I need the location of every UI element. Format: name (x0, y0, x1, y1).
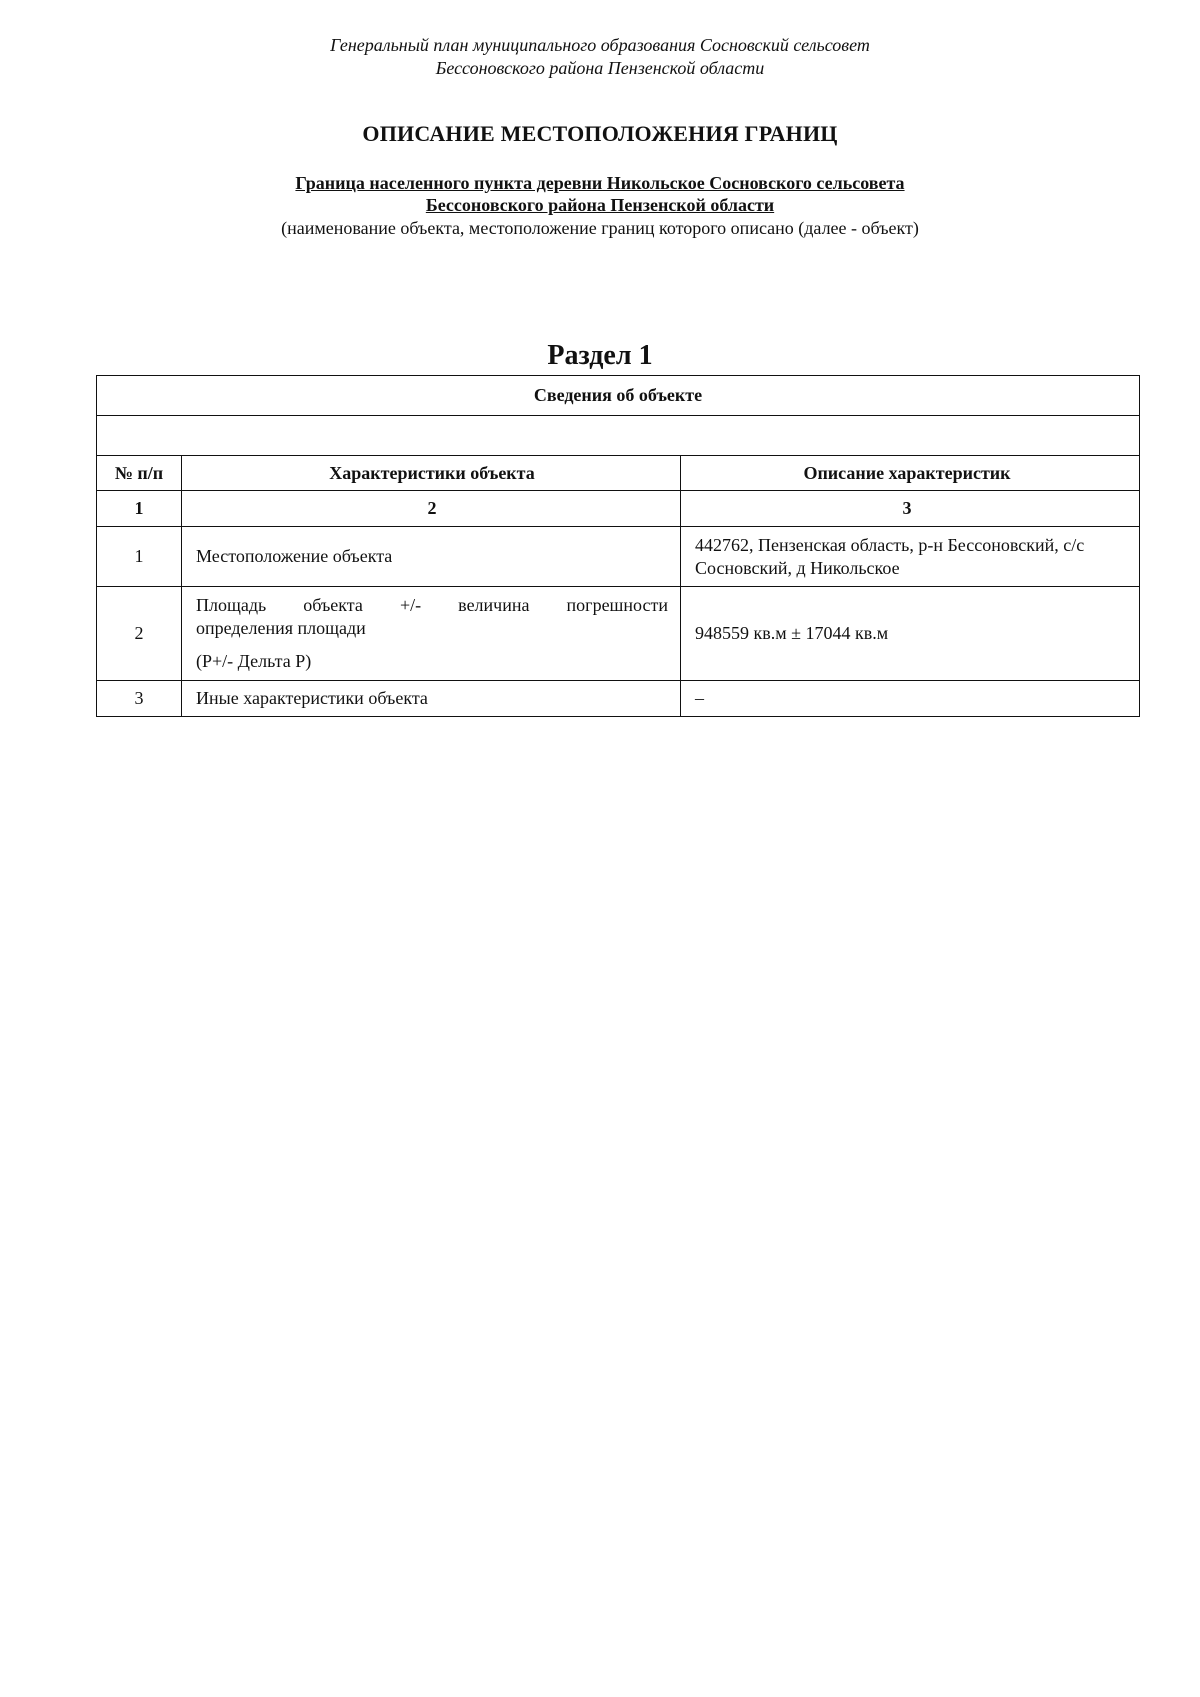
header-description: Описание характеристик (681, 456, 1140, 491)
table-caption: Сведения об объекте (97, 376, 1140, 416)
table-row (97, 681, 1140, 717)
object-name-line-1: Граница населенного пункта деревни Никольское Сосновского сельсовета (295, 173, 905, 193)
table-empty-cell (97, 416, 1140, 456)
table-empty-row (97, 416, 1140, 456)
row-description-line-1: 442762, Пензенская область, р-н Бессоновский, с/с (695, 534, 1085, 555)
column-number-2: 2 (182, 491, 681, 527)
row-characteristic-line-3: (P+/- Дельта P) (196, 651, 312, 671)
object-caption: (наименование объекта, местоположение границ которого описано (далее - объект) (281, 218, 919, 238)
section-title: Раздел 1 (547, 340, 653, 371)
table-row (97, 587, 1140, 681)
object-name (0, 172, 1200, 216)
table-caption-row (97, 376, 1140, 416)
row-characteristic: Местоположение объекта (182, 527, 681, 587)
object-name-line-2: Бессоновского района Пензенской области (425, 195, 775, 215)
row-number: 2 (97, 587, 182, 681)
row-description: – (681, 681, 1140, 717)
row-number: 1 (97, 527, 182, 587)
row-characteristic (182, 587, 681, 681)
page-header-line-1: Генеральный план муниципального образования Сосновский сельсовет (330, 35, 870, 55)
row-characteristic: Иные характеристики объекта (182, 681, 681, 717)
object-info-table (96, 375, 1140, 717)
document-title: ОПИСАНИЕ МЕСТОПОЛОЖЕНИЯ ГРАНИЦ (362, 121, 838, 146)
row-characteristic-line-2: определения площади (196, 618, 366, 638)
page-header-line-2: Бессоновского района Пензенской области (435, 58, 765, 78)
column-numbers-row (97, 491, 1140, 527)
header-number: № п/п (97, 456, 182, 491)
row-description (681, 527, 1140, 587)
row-number: 3 (97, 681, 182, 717)
table-header-row (97, 456, 1140, 491)
column-number-3: 3 (681, 491, 1140, 527)
column-number-1: 1 (97, 491, 182, 527)
table-row (97, 527, 1140, 587)
row-description: 948559 кв.м ± 17044 кв.м (681, 587, 1140, 681)
row-description-line-2: Сосновский, д Никольское (695, 557, 900, 578)
page-header (0, 34, 1200, 80)
header-characteristic: Характеристики объекта (182, 456, 681, 491)
row-characteristic-line-1: Площадь объекта +/- величина погрешности (196, 595, 668, 615)
